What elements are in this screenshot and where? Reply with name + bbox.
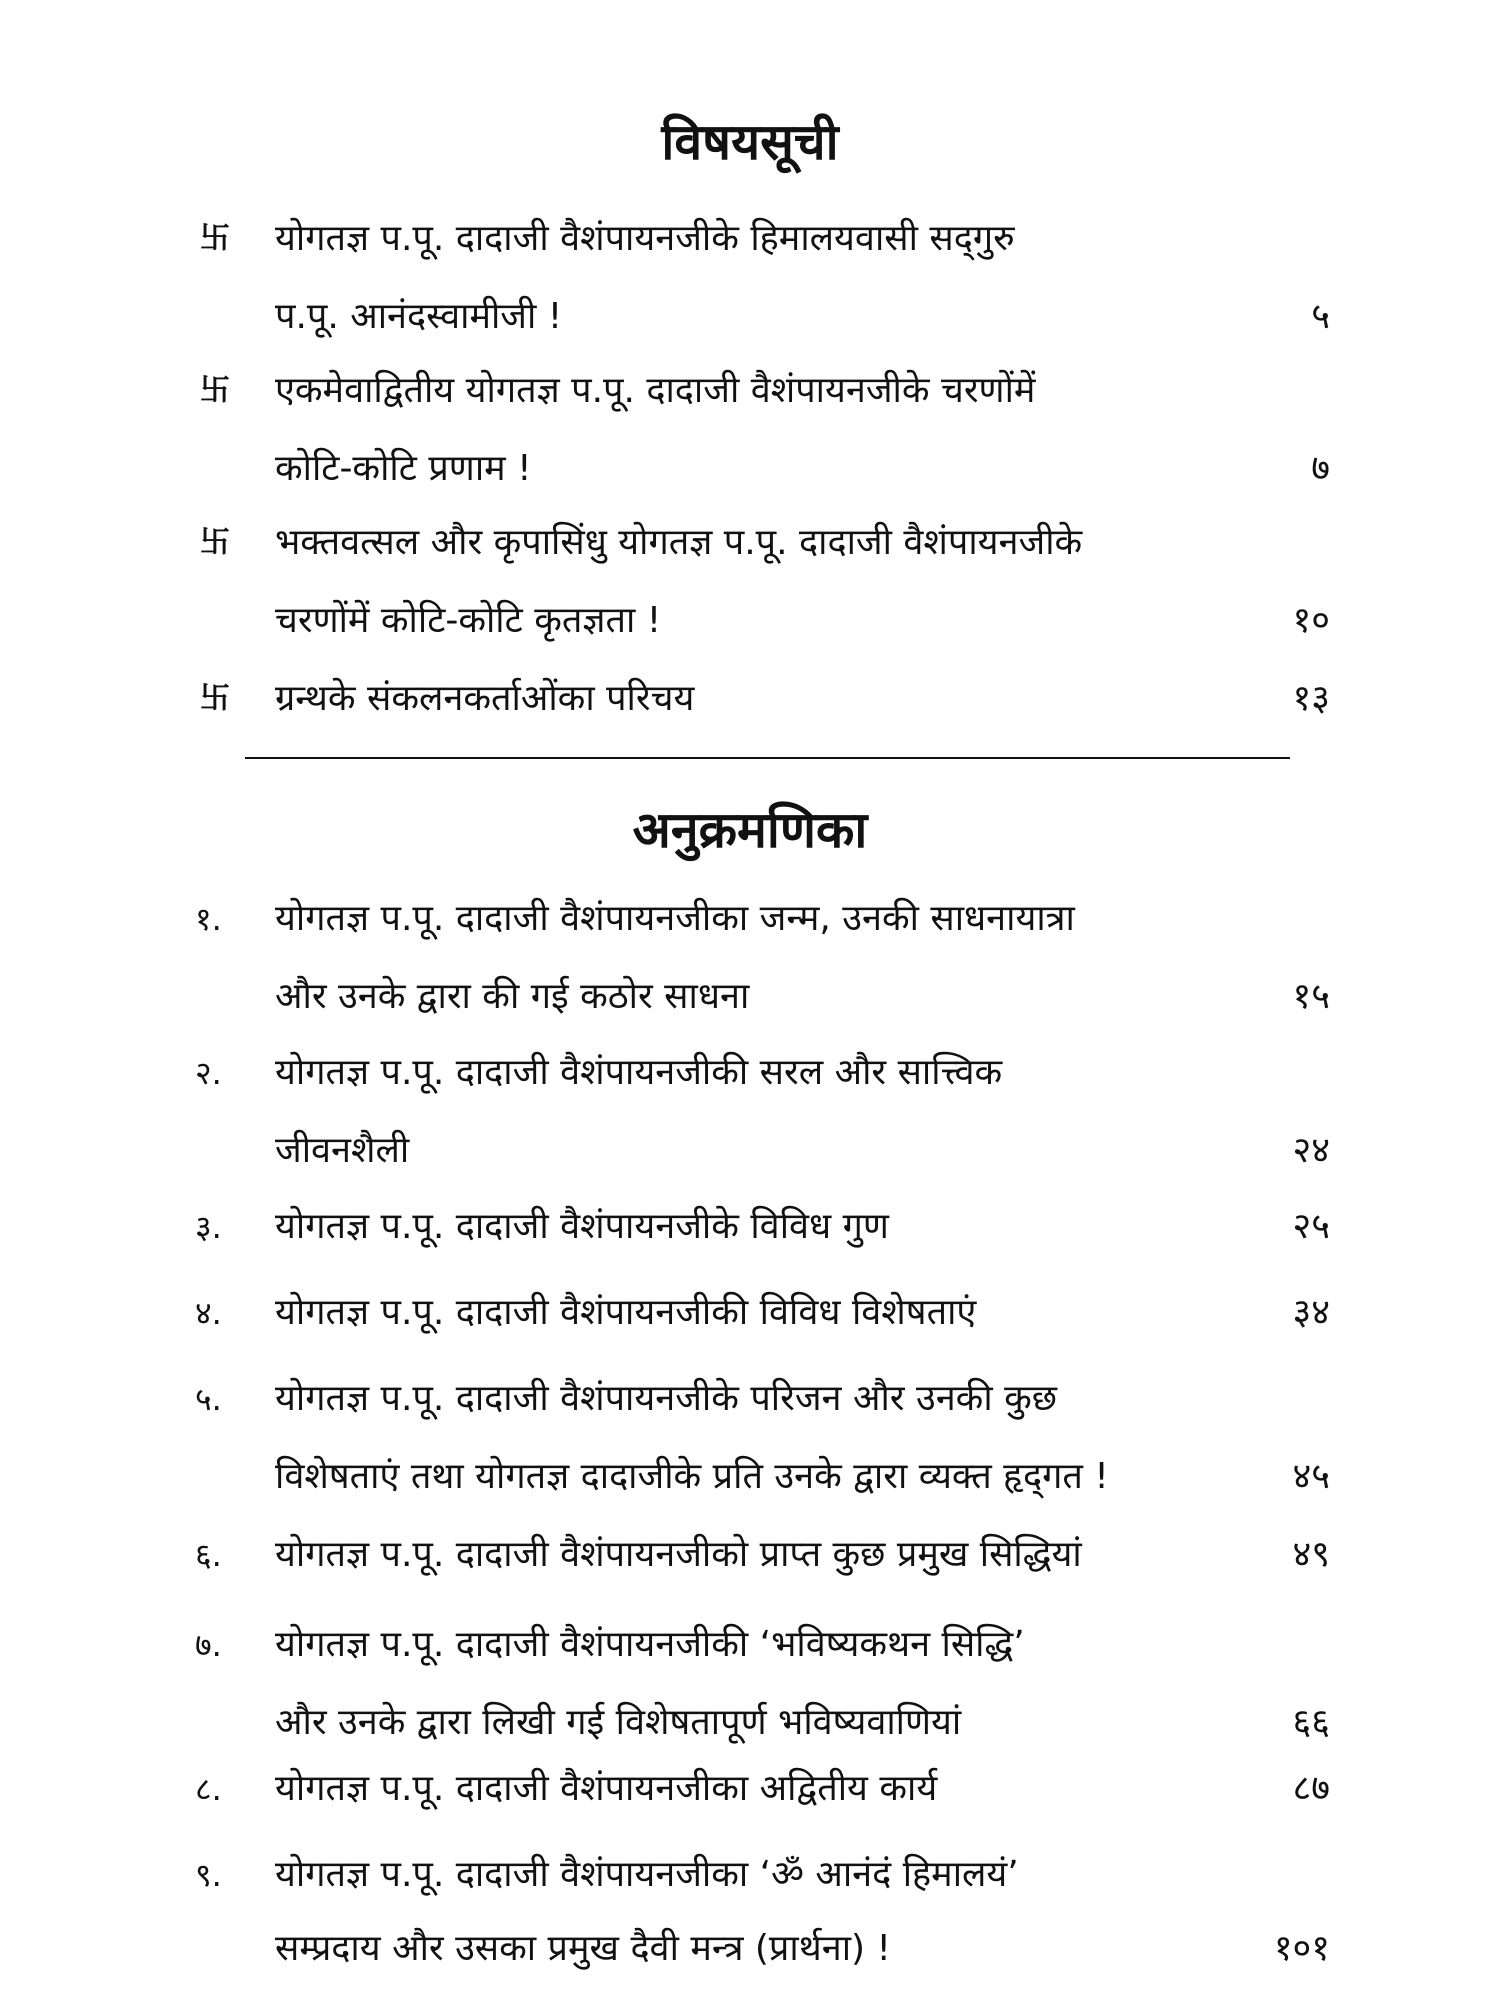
- swastika-icon: 卐: [200, 525, 230, 560]
- page-number: ८७: [1292, 1768, 1330, 1809]
- page-number: १३: [1292, 678, 1330, 719]
- index-entry: [0, 1516, 1500, 1594]
- entry-line: भक्तवत्सल और कृपासिंधु योगतज्ञ प.पू. दादाजी वैशंपायनजीके: [275, 522, 1083, 563]
- section-title-index: अनुक्रमणिका: [632, 801, 868, 859]
- page-number: ४९: [1292, 1534, 1330, 1575]
- index-entry: [0, 1750, 1500, 1828]
- page-number: २४: [1292, 1130, 1330, 1171]
- index-entry: [0, 1360, 1500, 1516]
- section-divider: [245, 757, 1290, 759]
- entry-line: योगतज्ञ प.पू. दादाजी वैशंपायनजीके हिमालयवासी सद्‌गुरु: [275, 218, 1015, 259]
- entry-line: एकमेवाद्वितीय योगतज्ञ प.पू. दादाजी वैशंपायनजीके चरणोंमें: [275, 370, 1036, 411]
- index-entry: [0, 1836, 1500, 1992]
- page-number: ६६: [1292, 1702, 1330, 1743]
- entry-number: ४.: [195, 1294, 222, 1332]
- entry-number: १.: [195, 900, 222, 938]
- page-number: ७: [1311, 448, 1330, 489]
- contents-entry: [0, 660, 1500, 738]
- page-number: ३४: [1292, 1292, 1330, 1333]
- entry-number: ३.: [195, 1208, 222, 1246]
- entry-line: विशेषताएं तथा योगतज्ञ दादाजीके प्रति उनके द्वारा व्यक्त हृद्‌गत !: [275, 1456, 1109, 1497]
- entry-line: योगतज्ञ प.पू. दादाजी वैशंपायनजीकी ‘भविष्यकथन सिद्धि’: [275, 1624, 1025, 1665]
- entry-line: ग्रन्थके संकलनकर्ताओंका परिचय: [275, 678, 695, 719]
- index-entry: [0, 1274, 1500, 1352]
- entry-line: योगतज्ञ प.पू. दादाजी वैशंपायनजीके परिजन और उनकी कुछ: [275, 1378, 1057, 1419]
- entry-number: ६.: [195, 1536, 222, 1574]
- entry-line: योगतज्ञ प.पू. दादाजी वैशंपायनजीकी सरल और सात्त्विक: [275, 1052, 1003, 1093]
- entry-number: २.: [195, 1054, 222, 1092]
- entry-line: जीवनशैली: [275, 1130, 410, 1171]
- section-title-contents: विषयसूची: [661, 113, 839, 171]
- contents-entry: [0, 504, 1500, 660]
- entry-line: योगतज्ञ प.पू. दादाजी वैशंपायनजीको प्राप्त कुछ प्रमुख सिद्धियां: [275, 1534, 1082, 1575]
- entry-line: योगतज्ञ प.पू. दादाजी वैशंपायनजीके विविध गुण: [275, 1206, 889, 1247]
- index-entry: [0, 1188, 1500, 1266]
- contents-entry: [0, 352, 1500, 508]
- page-number: १०: [1292, 600, 1330, 641]
- index-entry: [0, 1606, 1500, 1762]
- entry-line: योगतज्ञ प.पू. दादाजी वैशंपायनजीका जन्म, उनकी साधनायात्रा: [275, 898, 1075, 939]
- page-number: १५: [1292, 976, 1330, 1017]
- entry-line: योगतज्ञ प.पू. दादाजी वैशंपायनजीका ‘ॐ आनंदं हिमालयं’: [275, 1854, 1019, 1895]
- entry-line: प.पू. आनंदस्वामीजी !: [275, 296, 563, 337]
- entry-line: सम्प्रदाय और उसका प्रमुख दैवी मन्त्र (प्रार्थना) !: [275, 1928, 891, 1969]
- swastika-icon: 卐: [200, 373, 230, 408]
- page-number: ५: [1311, 296, 1330, 337]
- entry-line: योगतज्ञ प.पू. दादाजी वैशंपायनजीकी विविध विशेषताएं: [275, 1292, 977, 1333]
- page-number: ४५: [1292, 1456, 1330, 1497]
- entry-line: और उनके द्वारा लिखी गई विशेषतापूर्ण भविष्यवाणियां: [275, 1702, 962, 1743]
- entry-line: कोटि-कोटि प्रणाम !: [275, 448, 532, 489]
- entry-number: ९.: [195, 1856, 222, 1894]
- swastika-icon: 卐: [200, 221, 230, 256]
- entry-line: चरणोंमें कोटि-कोटि कृतज्ञता !: [275, 600, 662, 641]
- entry-number: ५.: [195, 1380, 222, 1418]
- index-entry: [0, 880, 1500, 1036]
- entry-number: ७.: [195, 1626, 222, 1664]
- page-number: १०१: [1273, 1928, 1330, 1969]
- contents-entry: [0, 200, 1500, 356]
- swastika-icon: 卐: [200, 681, 230, 716]
- entry-line: योगतज्ञ प.पू. दादाजी वैशंपायनजीका अद्वितीय कार्य: [275, 1768, 938, 1809]
- entry-number: ८.: [195, 1770, 222, 1808]
- page-number: २५: [1292, 1206, 1330, 1247]
- entry-line: और उनके द्वारा की गई कठोर साधना: [275, 976, 750, 1017]
- index-entry: [0, 1034, 1500, 1190]
